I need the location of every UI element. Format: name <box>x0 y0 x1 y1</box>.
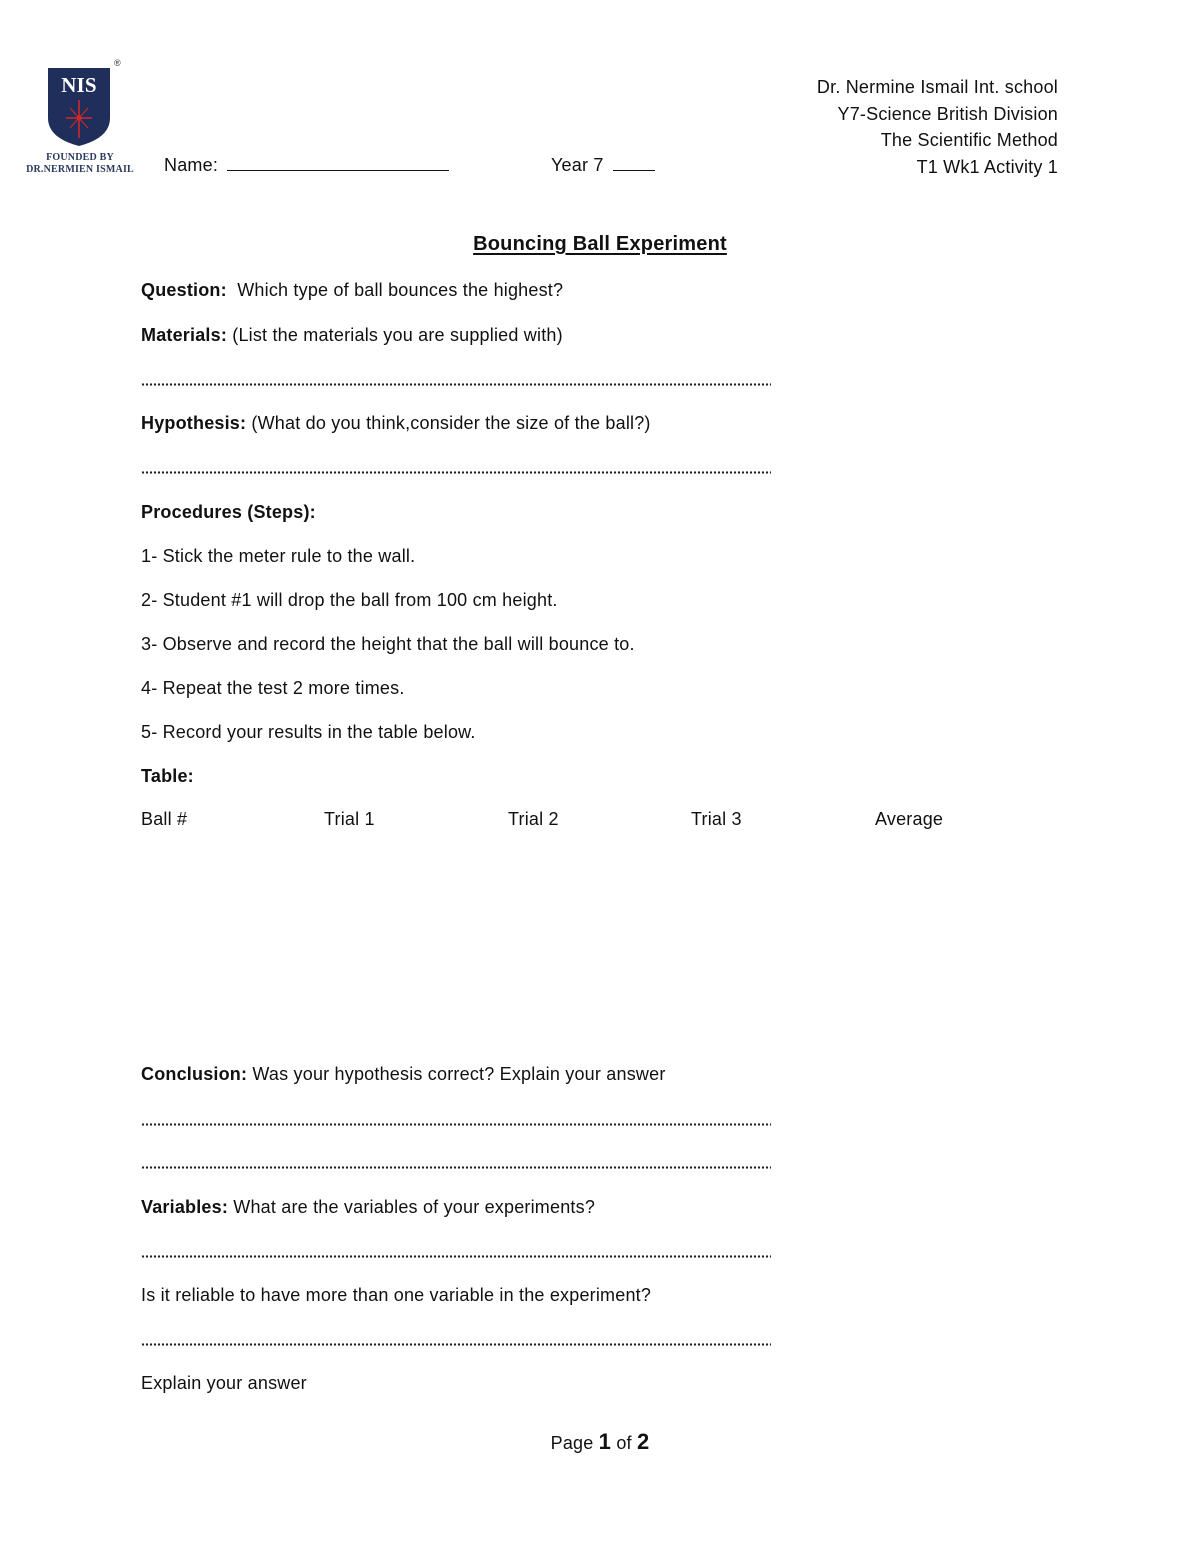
question-text: Which type of ball bounces the highest? <box>237 280 564 300</box>
name-blank[interactable] <box>227 153 449 171</box>
name-field-row <box>164 153 449 176</box>
column-header-ball: Ball # <box>141 809 188 829</box>
column-header-trial-2: Trial 2 <box>508 809 559 829</box>
page-title: Bouncing Ball Experiment <box>473 233 727 255</box>
procedures-label: Procedures (Steps): <box>141 502 316 522</box>
current-page: 1 <box>598 1429 612 1454</box>
question-label: Question: <box>141 280 227 300</box>
svg-text:NIS: NIS <box>61 73 97 97</box>
materials-row <box>141 325 563 346</box>
conclusion-label: Conclusion: <box>141 1064 248 1084</box>
reliability-question: Is it reliable to have more than one variable in the experiment? <box>141 1285 652 1305</box>
name-label: Name: <box>164 155 219 175</box>
question-row <box>141 280 563 301</box>
explain-prompt: Explain your answer <box>141 1373 307 1393</box>
registered-mark: ® <box>114 58 121 68</box>
table-row <box>141 766 194 787</box>
activity-name: T1 Wk1 Activity 1 <box>916 156 1058 177</box>
procedure-step: 3- Observe and record the height that the ball will bounce to. <box>141 634 635 654</box>
hypothesis-answer-line[interactable] <box>141 471 771 474</box>
total-pages: 2 <box>636 1429 650 1454</box>
logo-founded-by: FOUNDED BY <box>46 152 114 163</box>
page-word: Page <box>550 1433 594 1453</box>
results-table-header <box>141 809 1041 835</box>
topic-name: The Scientific Method <box>880 130 1058 150</box>
conclusion-answer-line[interactable] <box>141 1166 771 1169</box>
conclusion-row <box>141 1064 666 1085</box>
variables-text: What are the variables of your experiments? <box>233 1197 596 1217</box>
year-blank[interactable] <box>613 153 655 171</box>
hypothesis-label: Hypothesis: <box>141 413 247 433</box>
procedure-step: 4- Repeat the test 2 more times. <box>141 678 405 698</box>
procedure-step: 5- Record your results in the table below. <box>141 722 476 742</box>
division-name: Y7-Science British Division <box>837 103 1058 124</box>
nis-shield-icon <box>46 66 112 148</box>
page-footer <box>0 1429 1200 1455</box>
variables-answer-line[interactable] <box>141 1255 771 1258</box>
logo-founder-name: DR.NERMIEN ISMAIL <box>26 164 134 175</box>
materials-answer-line[interactable] <box>141 383 771 386</box>
table-label: Table: <box>141 766 194 786</box>
year-label: Year 7 <box>551 155 604 175</box>
reliability-answer-line[interactable] <box>141 1343 771 1346</box>
conclusion-text: Was your hypothesis correct? Explain your answer <box>252 1064 666 1084</box>
school-name: Dr. Nermine Ismail Int. school <box>816 77 1058 97</box>
of-word: of <box>616 1433 632 1453</box>
year-field-row <box>551 153 655 176</box>
procedures-row <box>141 502 316 523</box>
hypothesis-row <box>141 413 651 434</box>
column-header-trial-3: Trial 3 <box>691 809 742 829</box>
materials-text: (List the materials you are supplied with) <box>232 325 563 345</box>
variables-row <box>141 1197 595 1218</box>
conclusion-answer-line[interactable] <box>141 1123 771 1126</box>
procedure-step: 2- Student #1 will drop the ball from 100 cm height. <box>141 590 558 610</box>
column-header-trial-1: Trial 1 <box>324 809 375 829</box>
procedure-step: 1- Stick the meter rule to the wall. <box>141 546 416 566</box>
materials-label: Materials: <box>141 325 228 345</box>
column-header-average: Average <box>875 809 944 829</box>
school-logo <box>26 58 134 180</box>
header-info <box>817 74 1058 180</box>
variables-label: Variables: <box>141 1197 229 1217</box>
hypothesis-text: (What do you think,consider the size of the ball?) <box>251 413 651 433</box>
